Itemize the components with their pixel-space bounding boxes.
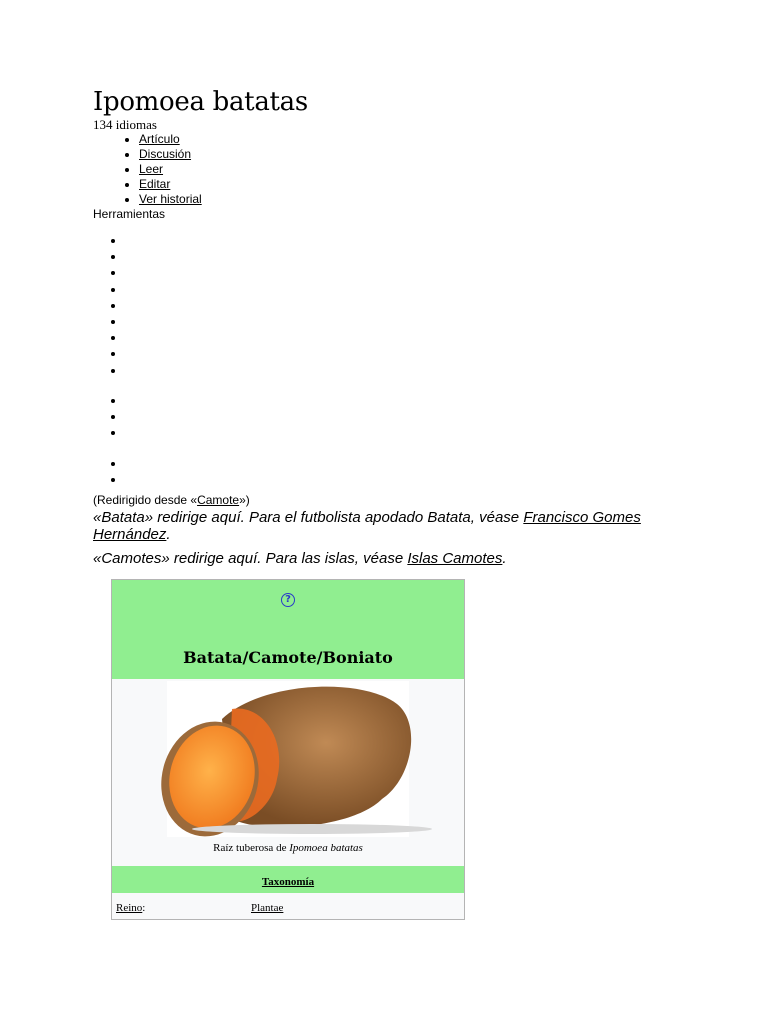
list-item bbox=[125, 425, 693, 441]
list-item bbox=[125, 265, 693, 281]
tab-talk-link[interactable]: Discusión bbox=[139, 147, 192, 161]
page-title: Ipomoea batatas bbox=[93, 87, 308, 117]
list-item bbox=[125, 314, 693, 330]
redirect-suffix: ») bbox=[239, 492, 250, 507]
redirect-link[interactable]: Camote bbox=[197, 492, 240, 507]
question-icon[interactable]: ? bbox=[281, 593, 295, 607]
taxobox-header bbox=[112, 580, 464, 679]
list-item bbox=[125, 409, 693, 425]
tab-read-link[interactable]: Leer bbox=[139, 162, 164, 176]
list-item bbox=[125, 298, 693, 314]
hatnote bbox=[93, 550, 693, 567]
redirect-note bbox=[93, 493, 693, 507]
tab-read bbox=[139, 162, 693, 177]
tools-list bbox=[93, 393, 693, 442]
list-item bbox=[125, 249, 693, 265]
kingdom-link[interactable]: Reino bbox=[116, 902, 143, 914]
tab-talk bbox=[139, 147, 693, 162]
image-caption bbox=[112, 837, 464, 866]
caption-species: Ipomoea batatas bbox=[289, 842, 363, 854]
hatnote-end: . bbox=[502, 549, 507, 567]
list-item bbox=[125, 330, 693, 346]
hatnote-link[interactable]: Francisco Gomes Hernández bbox=[93, 508, 641, 543]
row-value bbox=[251, 902, 283, 914]
sweet-potato-illustration bbox=[112, 679, 464, 837]
taxobox-title: Batata/Camote/Boniato bbox=[183, 648, 393, 667]
row-key bbox=[116, 902, 145, 914]
hatnote-text: «Camotes» redirige aquí. Para las islas, véase bbox=[93, 549, 408, 567]
list-item bbox=[125, 472, 693, 488]
tools-list bbox=[93, 233, 693, 379]
list-item bbox=[125, 282, 693, 298]
caption-text: Raíz tuberosa de bbox=[213, 842, 290, 854]
plantae-link[interactable]: Plantae bbox=[251, 902, 284, 914]
sweet-potato-image[interactable] bbox=[112, 679, 464, 837]
list-item bbox=[125, 393, 693, 409]
tab-edit bbox=[139, 177, 693, 192]
taxonomy-link[interactable]: Taxonomía bbox=[261, 876, 315, 888]
row-sep: : bbox=[142, 902, 146, 914]
tab-article-link[interactable]: Artículo bbox=[139, 132, 180, 146]
languages-button[interactable]: 134 idiomas bbox=[93, 117, 157, 132]
list-item bbox=[125, 456, 693, 472]
article bbox=[93, 86, 693, 567]
tab-edit-link[interactable]: Editar bbox=[139, 177, 171, 191]
taxobox bbox=[111, 579, 465, 920]
tools-menu[interactable]: Herramientas bbox=[93, 207, 166, 221]
hatnote-text: «Batata» redirige aquí. Para el futbolista apodado Batata, véase bbox=[93, 508, 524, 526]
list-item bbox=[125, 346, 693, 362]
tab-history-link[interactable]: Ver historial bbox=[139, 192, 202, 206]
table-row bbox=[112, 893, 464, 919]
hatnote-link[interactable]: Islas Camotes bbox=[407, 549, 503, 567]
hatnote-end: . bbox=[166, 525, 171, 543]
list-item bbox=[125, 233, 693, 249]
list-item bbox=[125, 363, 693, 379]
tools-list bbox=[93, 456, 693, 488]
taxonomy-header bbox=[112, 866, 464, 893]
page-tabs bbox=[93, 132, 693, 207]
tab-history bbox=[139, 192, 693, 207]
tab-article bbox=[139, 132, 693, 147]
hatnote bbox=[93, 509, 693, 543]
redirect-prefix: (Redirigido desde « bbox=[93, 492, 198, 507]
